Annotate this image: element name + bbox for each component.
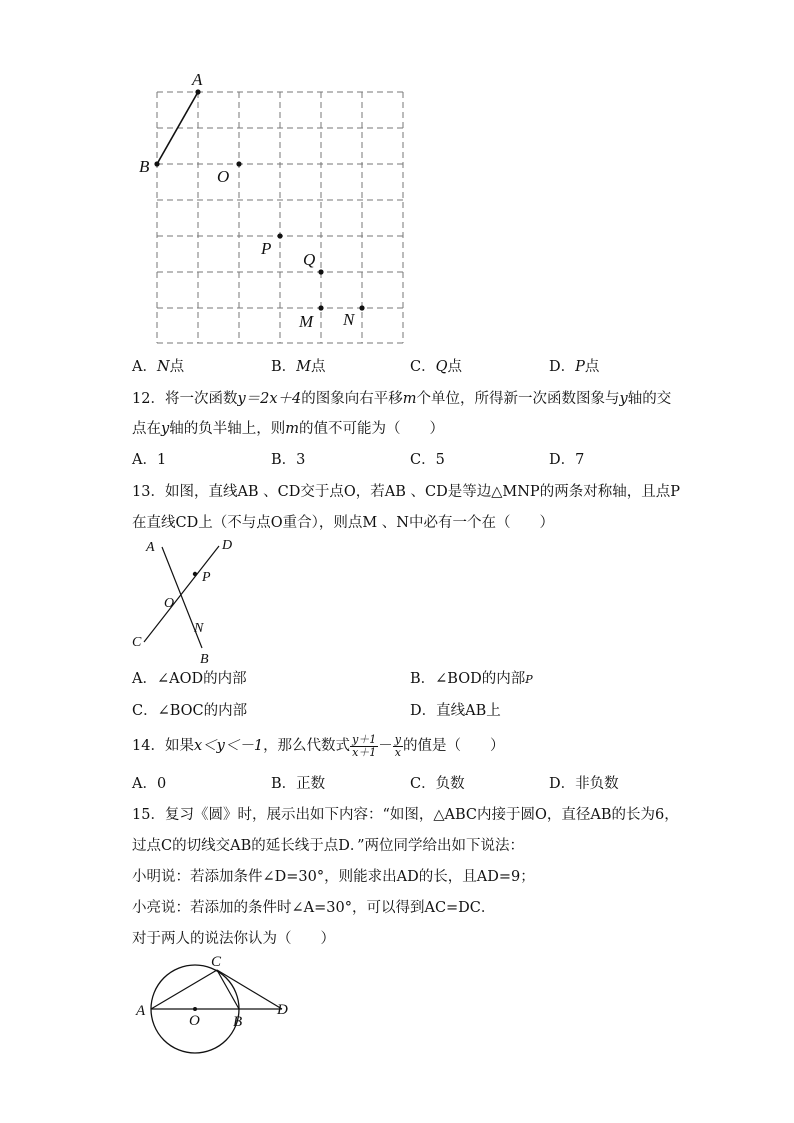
- q13-stem-line1: 13．如图，直线AB 、CD交于点O，若AB 、CD是等边△MNP的两条对称轴，且点P: [132, 484, 680, 500]
- label-b: B: [233, 1014, 243, 1030]
- q15-xiaoming-claim: 小明说：若添加条件∠D=30°，则能求出AD的长，且AD=9；: [132, 869, 535, 885]
- label-n: N: [194, 621, 204, 636]
- q12-option-a[interactable]: A．1: [132, 452, 167, 468]
- q11-option-d[interactable]: D．P点: [549, 359, 600, 375]
- label-a: A: [192, 70, 203, 89]
- q14-option-c[interactable]: C．负数: [410, 776, 465, 792]
- tangent-cd: [217, 970, 282, 1009]
- q12-stem-line2: 点在y轴的负半轴上，则m的值不可能为（ ）: [132, 421, 444, 437]
- label-b: B: [200, 652, 209, 667]
- point-p: [193, 572, 197, 576]
- label-m: M: [299, 312, 314, 331]
- label-a: A: [136, 1003, 146, 1019]
- q15-stem-line1: 15．复习《圆》时，展示出如下内容：“如图，△ABC内接于圆O，直径AB的长为6，: [132, 807, 679, 823]
- label-o: O: [217, 167, 230, 186]
- point-p: [277, 233, 282, 238]
- label-p: P: [261, 239, 272, 258]
- q14-option-a[interactable]: A．0: [132, 776, 167, 792]
- q15-circle-figure: [130, 952, 305, 1057]
- q15-xiaoliang-claim: 小亮说：若添加的条件时∠A=30°，可以得到AC=DC．: [132, 900, 496, 916]
- point-b: [154, 161, 159, 166]
- point-a: [195, 89, 200, 94]
- label-p: P: [202, 570, 211, 585]
- q13-stem-line2: 在直线CD上（不与点O重合），则点M 、N中必有一个在（ ）: [132, 515, 554, 531]
- label-c: C: [211, 954, 222, 970]
- q12-stem-line1: 12．将一次函数y＝2x＋4的图象向右平移m个单位，所得新一次函数图象与y轴的交: [132, 391, 672, 407]
- label-q: Q: [303, 250, 316, 269]
- q13-option-c[interactable]: C．∠BOC的内部: [132, 703, 248, 719]
- point-m: [318, 305, 323, 310]
- point-n: [359, 305, 364, 310]
- q11-option-b[interactable]: B．M点: [271, 359, 326, 375]
- label-o: O: [164, 596, 175, 611]
- label-d: D: [277, 1002, 288, 1018]
- center-o: [193, 1007, 197, 1011]
- chord-cb: [217, 970, 239, 1009]
- label-b: B: [139, 157, 150, 176]
- q11-grid-figure: [130, 65, 420, 355]
- label-n: N: [343, 310, 355, 329]
- q14-option-d[interactable]: D．非负数: [549, 776, 619, 792]
- q13-option-a[interactable]: A．∠AOD的内部: [132, 671, 247, 687]
- stray-p-mark: P: [525, 673, 533, 686]
- point-o: [236, 161, 241, 166]
- fraction-2: $\frac{y}{x}$: [394, 732, 401, 759]
- q15-question: 对于两人的说法你认为（ ）: [132, 931, 335, 947]
- q13-intersecting-lines-figure: [128, 534, 248, 669]
- point-q: [318, 269, 323, 274]
- label-a: A: [146, 540, 155, 555]
- q11-option-a[interactable]: A．N点: [132, 359, 185, 375]
- q12-option-b[interactable]: B．3: [271, 452, 306, 468]
- q14-stem: 14．如果x＜y＜－1，那么代数式 $\frac{y+1}{x+1}$ － $\frac{y}{x}$ 的值是（ ）: [132, 732, 505, 759]
- q11-option-c[interactable]: C．Q点: [410, 359, 462, 375]
- label-o: O: [189, 1013, 200, 1029]
- q15-stem-line2: 过点C的切线交AB的延长线于点D．”两位同学给出如下说法：: [132, 838, 525, 854]
- label-d: D: [222, 538, 233, 553]
- q12-option-c[interactable]: C．5: [410, 452, 445, 468]
- q13-option-d[interactable]: D．直线AB上: [410, 703, 501, 719]
- fraction-1: $\frac{y+1}{x+1}$: [352, 732, 377, 759]
- chord-ac: [151, 970, 217, 1009]
- line-cd: [144, 546, 219, 642]
- q14-option-b[interactable]: B．正数: [271, 776, 326, 792]
- q12-option-d[interactable]: D．7: [549, 452, 585, 468]
- dashed-grid: [157, 92, 403, 343]
- q13-option-b[interactable]: B．∠BOD的内部P: [410, 671, 533, 687]
- label-c: C: [132, 635, 142, 650]
